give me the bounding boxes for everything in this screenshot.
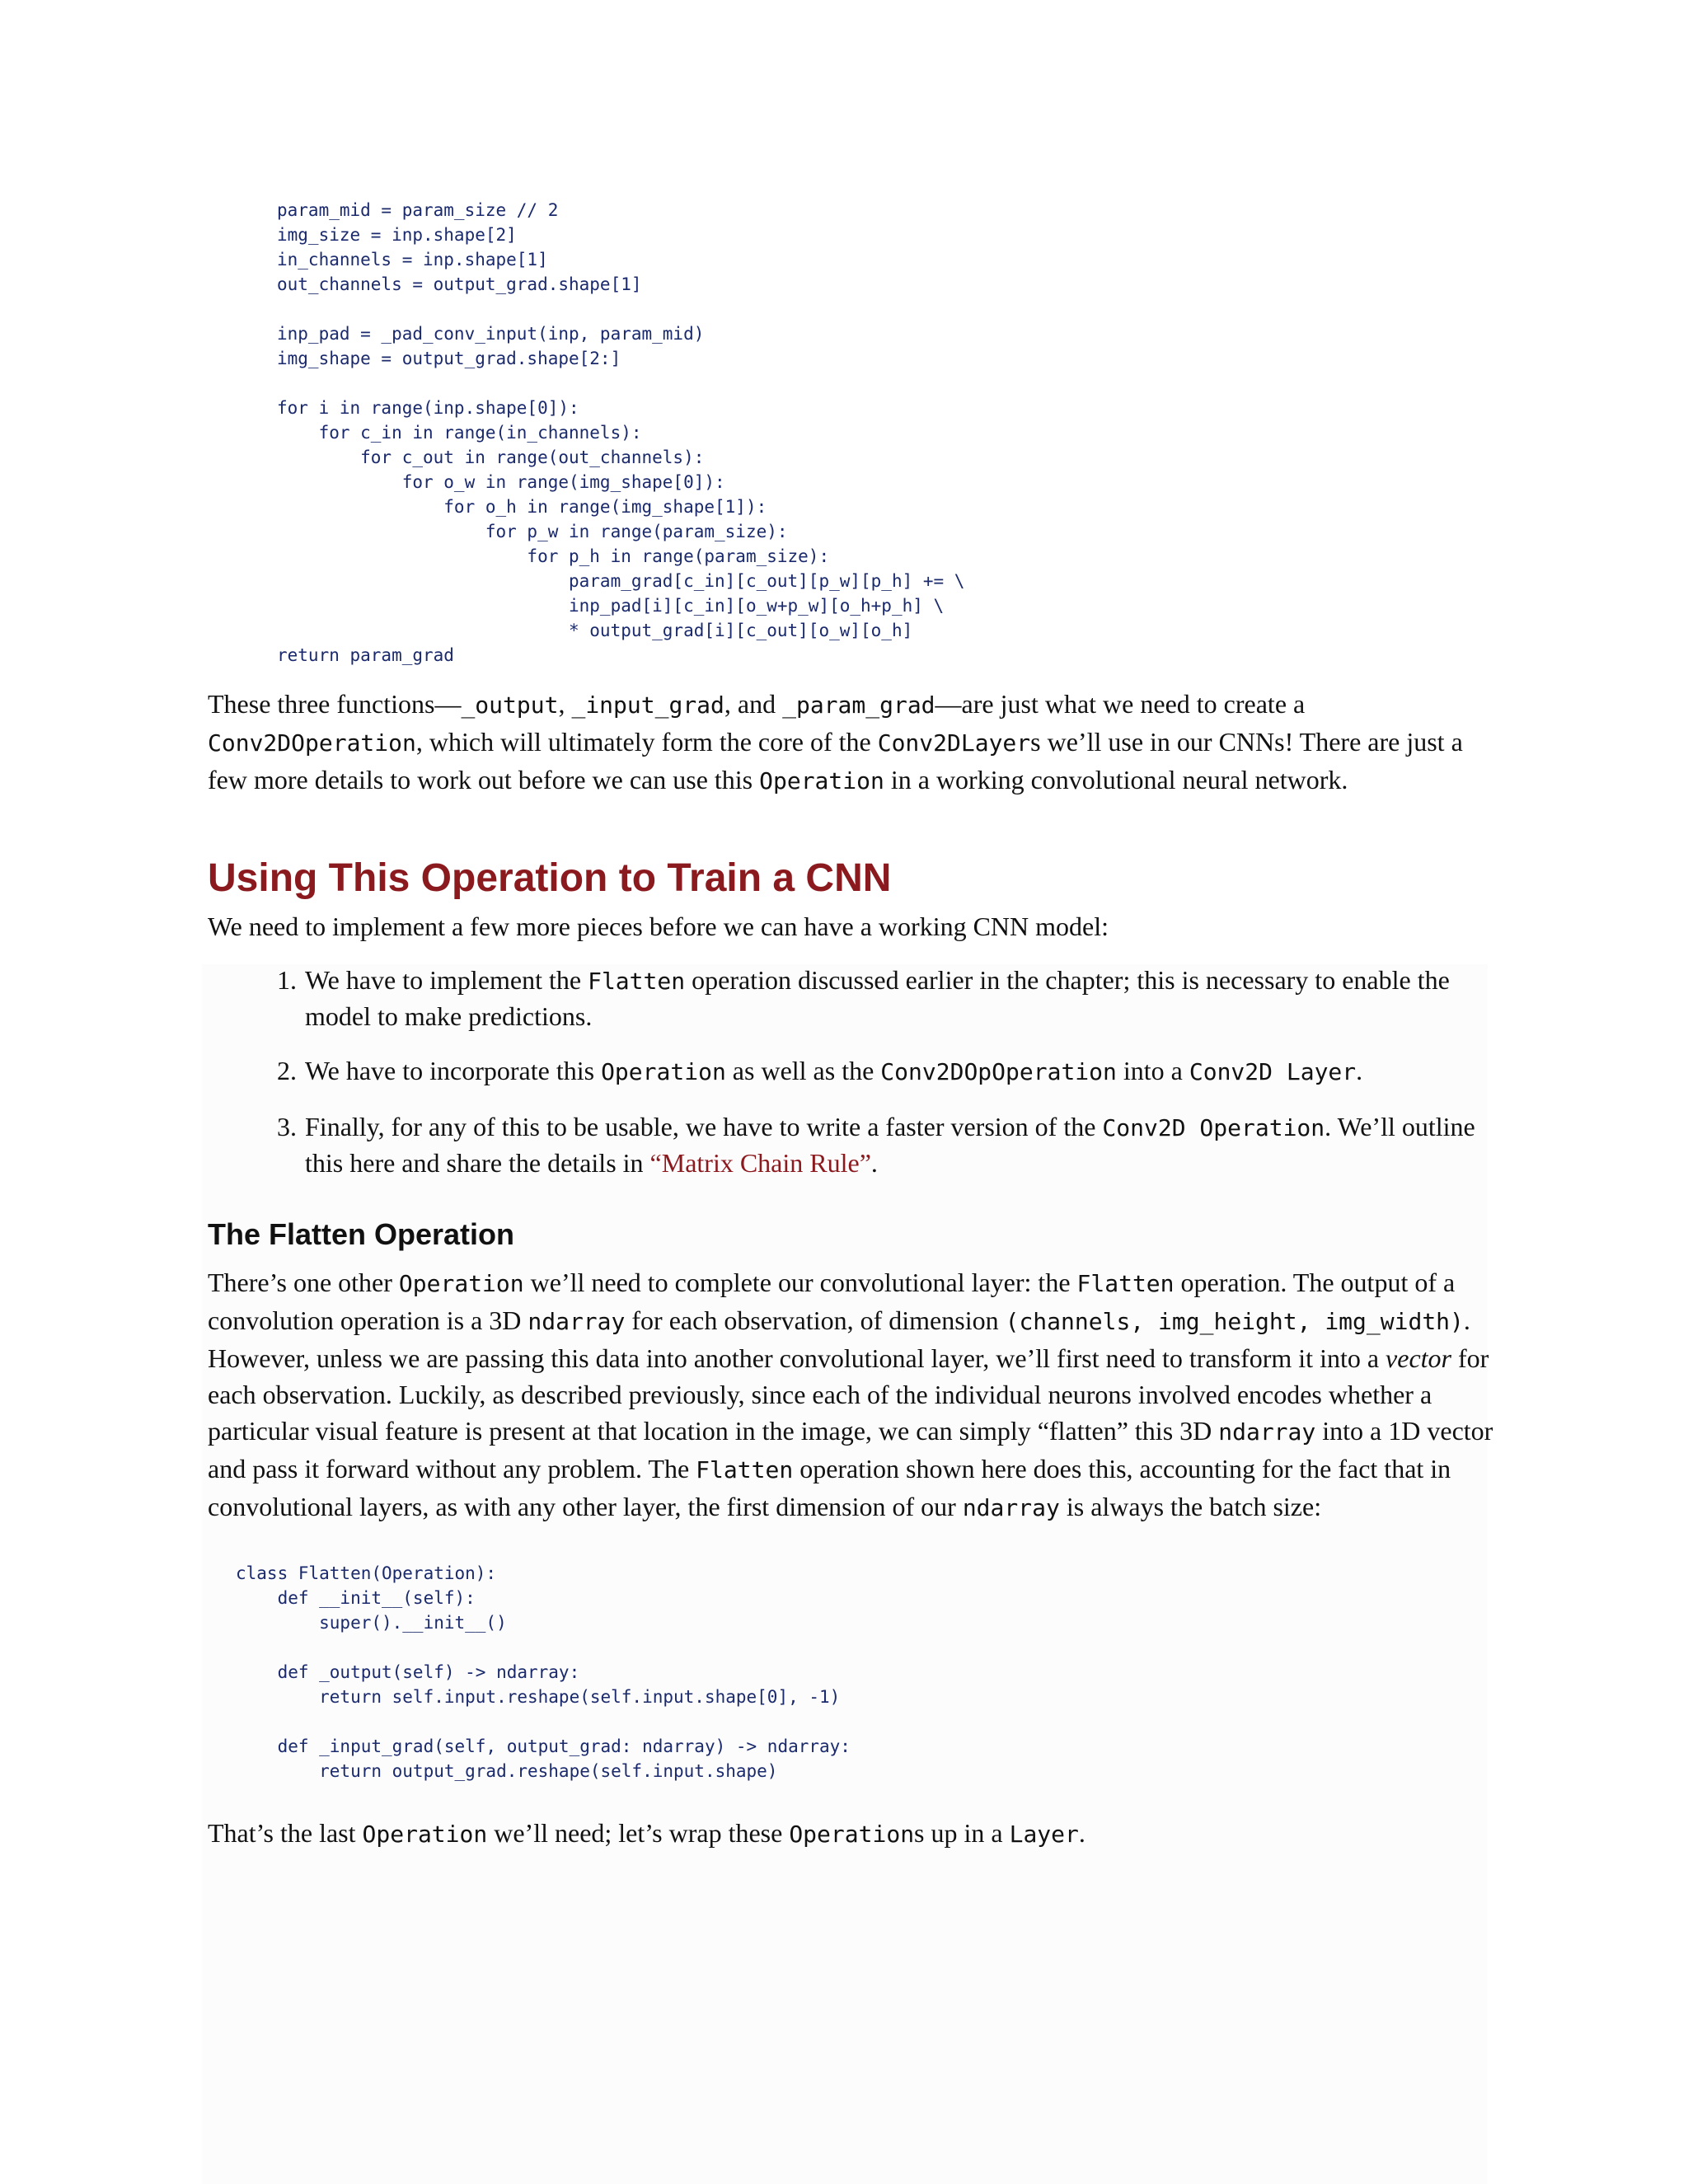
list-item — [208, 1109, 1493, 1180]
paragraph-functions — [208, 686, 1493, 799]
text: as well as the — [725, 1056, 881, 1085]
inline-code: Operation — [362, 1821, 488, 1848]
text: into a 1D vector and pass it forward without any problem. The — [208, 1416, 1493, 1483]
code-line: inp_pad = _pad_conv_input(inp, param_mid) — [277, 324, 705, 344]
inline-code: _param_grad — [782, 691, 935, 719]
text: for each observation. Luckily, as described previously, since each of the individual neurons involved encodes whether a particular visual feature is present at that location in the image, we can simply “flatten” this 3D — [208, 1343, 1489, 1446]
code-line: out_channels = output_grad.shape[1] — [277, 274, 642, 294]
code-line: in_channels = inp.shape[1] — [277, 250, 548, 269]
text: is always the batch size: — [1059, 1492, 1322, 1521]
text: , — [558, 689, 572, 719]
text: Finally, for any of this to be usable, we have to write a faster version of the — [305, 1112, 1103, 1141]
code-block-flatten — [236, 1561, 1493, 1783]
list-number: 1. — [277, 965, 297, 995]
text: we’ll need; let’s wrap these — [487, 1818, 790, 1848]
code-line: * output_grad[i][c_out][o_w][o_h] — [277, 621, 913, 640]
text: in a working convolutional neural network. — [884, 765, 1348, 794]
code-line: inp_pad[i][c_in][o_w+p_w][o_h+p_h] \ — [277, 596, 945, 616]
code-line: for o_w in range(img_shape[0]): — [277, 472, 725, 492]
code-line: for c_out in range(out_channels): — [277, 448, 705, 467]
code-line: for c_in in range(in_channels): — [277, 423, 642, 443]
code-line: return self.input.reshape(self.input.shape[0], -1) — [236, 1687, 841, 1707]
text: s up in a — [914, 1818, 1010, 1848]
text: operation. The output of a convolution operation is a 3D — [208, 1268, 1456, 1335]
inline-code: Flatten — [588, 968, 686, 995]
inline-code: ndarray — [1218, 1418, 1316, 1446]
subsection-title: The Flatten Operation — [208, 1217, 515, 1251]
paragraph-last-operation — [208, 1815, 1493, 1853]
steps-list — [208, 963, 1493, 1180]
inline-code: ndarray — [962, 1494, 1060, 1521]
text: . — [1356, 1056, 1363, 1085]
inline-code: ndarray — [528, 1308, 626, 1335]
list-item — [208, 963, 1493, 1033]
inline-code: Flatten — [1076, 1270, 1175, 1297]
text: into a — [1116, 1056, 1189, 1085]
code-line: def _input_grad(self, output_grad: ndarray) -> ndarray: — [236, 1736, 851, 1756]
inline-code: Conv2DLayer — [877, 729, 1031, 757]
section-title: Using This Operation to Train a CNN — [208, 856, 892, 900]
inline-code: Operation — [398, 1270, 524, 1297]
text: . — [1078, 1818, 1085, 1848]
code-line: def _output(self) -> ndarray: — [236, 1662, 580, 1682]
code-line: def __init__(self): — [236, 1588, 476, 1608]
text: We have to incorporate this — [305, 1056, 602, 1085]
emphasis: vector — [1386, 1343, 1451, 1373]
inline-code: Flatten — [696, 1456, 794, 1483]
code-line: return output_grad.reshape(self.input.shape) — [236, 1761, 778, 1781]
code-line: class Flatten(Operation): — [236, 1563, 497, 1583]
text: we’ll need to complete our convolutional layer: the — [523, 1268, 1077, 1297]
text: These three functions— — [208, 689, 462, 719]
list-number: 3. — [277, 1112, 297, 1141]
page — [208, 198, 1493, 1853]
inline-code: Conv2DOperation — [208, 729, 416, 757]
inline-code: Conv2D Operation — [1102, 1114, 1325, 1141]
text: operation discussed earlier in the chapter; this is necessary to enable the model to make predictions. — [305, 965, 1450, 1031]
intro-text: We need to implement a few more pieces before we can have a working CNN model: — [208, 912, 1109, 941]
text: We have to implement the — [305, 965, 588, 995]
text: operation shown here does this, accounting for the fact that in convolutional layers, as with any other layer, the first dimension of our — [208, 1454, 1451, 1521]
text: . — [870, 1148, 878, 1178]
code-line: img_size = inp.shape[2] — [277, 225, 517, 245]
inline-code: (channels, img_height, img_width) — [1005, 1308, 1464, 1335]
inline-code: Operation — [759, 767, 884, 794]
text: , which will ultimately form the core of the — [415, 727, 878, 757]
text: s we’ll use in our CNNs! There are just a few more details to work out before we can use this — [208, 727, 1463, 794]
inline-code: Conv2D Layer — [1189, 1058, 1357, 1085]
text: , and — [724, 689, 783, 719]
text: . We’ll outline this here and share the details in — [305, 1112, 1475, 1178]
inline-code: _input_grad — [571, 691, 724, 719]
list-item — [208, 1053, 1493, 1090]
code-line: param_mid = param_size // 2 — [277, 200, 559, 220]
code-line: for p_h in range(param_size): — [277, 546, 830, 566]
code-line: for o_h in range(img_shape[1]): — [277, 497, 767, 517]
matrix-chain-rule-link[interactable]: “Matrix Chain Rule” — [649, 1148, 871, 1178]
code-line: super().__init__() — [236, 1613, 507, 1633]
paragraph-flatten — [208, 1264, 1493, 1526]
text: for each observation, of dimension — [625, 1305, 1006, 1335]
text: . However, unless we are passing this data into another convolutional layer, we’ll first need to transform it into a — [208, 1305, 1470, 1373]
inline-code: Conv2DOpOperation — [880, 1058, 1117, 1085]
code-line: img_shape = output_grad.shape[2:] — [277, 349, 621, 368]
inline-code: Operation — [789, 1821, 915, 1848]
inline-code: Layer — [1009, 1821, 1079, 1848]
code-line: return param_grad — [277, 645, 454, 665]
list-number: 2. — [277, 1056, 297, 1085]
text: —are just what we need to create a — [935, 689, 1306, 719]
inline-code: Operation — [601, 1058, 726, 1085]
code-block-param-grad — [277, 198, 1493, 668]
text: That’s the last — [208, 1818, 363, 1848]
code-line: for i in range(inp.shape[0]): — [277, 398, 579, 418]
text: There’s one other — [208, 1268, 399, 1297]
inline-code: _output — [461, 691, 559, 719]
code-line: param_grad[c_in][c_out][p_w][p_h] += \ — [277, 571, 965, 591]
code-line: for p_w in range(param_size): — [277, 522, 788, 541]
